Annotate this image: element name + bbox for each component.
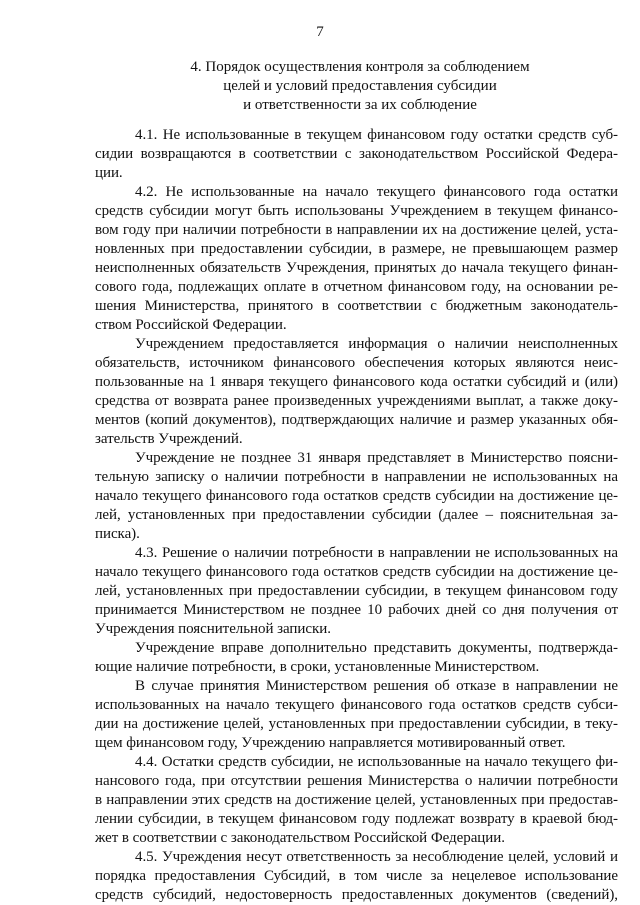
text-line: порядка предоставления Субсидий, в том числе за нецелевое использование xyxy=(95,868,618,884)
text-line: обязательств, источником финансового обеспечения которых являются неис- xyxy=(95,355,618,371)
text-line: лении субсидии, в текущем финансовом году подлежат возврату в краевой бюд- xyxy=(95,811,618,827)
text-line: дии на достижение целей, установленных при предоставлении субсидии, в теку- xyxy=(95,716,618,732)
text-line: ством Российской Федерации. xyxy=(95,317,287,333)
paragraph xyxy=(95,335,618,449)
text-line: средств субсидий, недостоверность предоставленных документов (сведений), xyxy=(95,887,618,903)
text-line: В случае принятия Министерством решения об отказе в направлении не xyxy=(135,678,618,694)
text-line: принимается Министерством не позднее 10 рабочих дней со дня получения от xyxy=(95,602,618,618)
text-line: пользованные на 1 января текущего финансового кода остатки субсидий и (или) xyxy=(95,374,618,390)
text-line: зательств Учреждений. xyxy=(95,431,243,447)
text-line: шения Министерства, принятого в соответствии с бюджетным законодатель- xyxy=(95,298,618,314)
text-line: 4.4. Остатки средств субсидии, не использованные на начало текущего фи- xyxy=(135,754,618,770)
text-line: лей, установленных при предоставлении субсидии (далее – пояснительная за- xyxy=(95,507,618,523)
text-line: вом году при наличии потребности в направлении их на достижение целей, уста- xyxy=(95,222,618,238)
text-line: 4.2. Не использованные на начало текущего финансового года остатки xyxy=(135,184,618,200)
text-line: Учреждение вправе дополнительно представить документы, подтвержда- xyxy=(135,640,618,656)
text-line: использованных на начало текущего финансового года остатков средств субси- xyxy=(95,697,618,713)
text-line: средства от возврата ранее произведенных учреждениями выплат, а также доку- xyxy=(95,393,618,409)
text-line: начало текущего финансового года остатков средств субсидии на достижение це- xyxy=(95,564,618,580)
text-line: лей, установленных при предоставлении субсидии, в текущем финансовом году xyxy=(95,583,618,599)
paragraph xyxy=(95,544,618,639)
text-line: 4.1. Не использованные в текущем финансовом году остатки средств суб- xyxy=(135,127,618,143)
heading-line: 4. Порядок осуществления контроля за соблюдением xyxy=(190,59,530,75)
paragraph xyxy=(95,848,618,905)
section-heading xyxy=(140,58,580,115)
text-line: тельную записку о наличии потребности в направлении не использованных на xyxy=(95,469,618,485)
paragraph xyxy=(95,677,618,753)
text-line: жет в соответствии с законодательством Российской Федерации. xyxy=(95,830,505,846)
text-line: писка). xyxy=(95,526,140,542)
document-body xyxy=(95,126,618,905)
paragraph xyxy=(95,753,618,848)
text-line: новленных при предоставлении субсидии, в размере, не превышающем размер xyxy=(95,241,618,257)
text-line: щем финансовом году, Учреждению направляется мотивированный ответ. xyxy=(95,735,566,751)
text-line: ции. xyxy=(95,165,123,181)
text-line: нансового года, при отсутствии решения Министерства о наличии потребности xyxy=(95,773,618,789)
paragraph xyxy=(95,449,618,544)
text-line: средств субсидии могут быть использованы Учреждением в текущем финансо- xyxy=(95,203,618,219)
text-line: 4.3. Решение о наличии потребности в направлении не использованных на xyxy=(135,545,618,561)
text-line: 4.5. Учреждения несут ответственность за несоблюдение целей, условий и xyxy=(135,849,618,865)
heading-line: и ответственности за их соблюдение xyxy=(243,97,477,113)
paragraph xyxy=(95,126,618,183)
text-line: Учреждением предоставляется информация о наличии неисполненных xyxy=(135,336,618,352)
text-line: Учреждение не позднее 31 января представляет в Министерство поясни- xyxy=(135,450,618,466)
page-number: 7 xyxy=(316,24,324,40)
text-line: ющие наличие потребности, в сроки, установленные Министерством. xyxy=(95,659,540,675)
text-line: ментов (копий документов), подтверждающих наличие и размер указанных обя- xyxy=(95,412,618,428)
heading-line: целей и условий предоставления субсидии xyxy=(223,78,497,94)
text-line: Учреждения пояснительной записки. xyxy=(95,621,331,637)
text-line: начало текущего финансового года остатков средств субсидии на достижение це- xyxy=(95,488,618,504)
text-line: в направлении этих средств на достижение целей, установленных при предостав- xyxy=(95,792,618,808)
paragraph xyxy=(95,183,618,335)
text-line: сового года, подлежащих оплате в отчетном финансовом году, на основании ре- xyxy=(95,279,618,295)
paragraph xyxy=(95,639,618,677)
text-line: неисполненных обязательств Учреждения, принятых до начала текущего финан- xyxy=(95,260,618,276)
text-line: сидии возвращаются в соответствии с законодательством Российской Федера- xyxy=(95,146,618,162)
